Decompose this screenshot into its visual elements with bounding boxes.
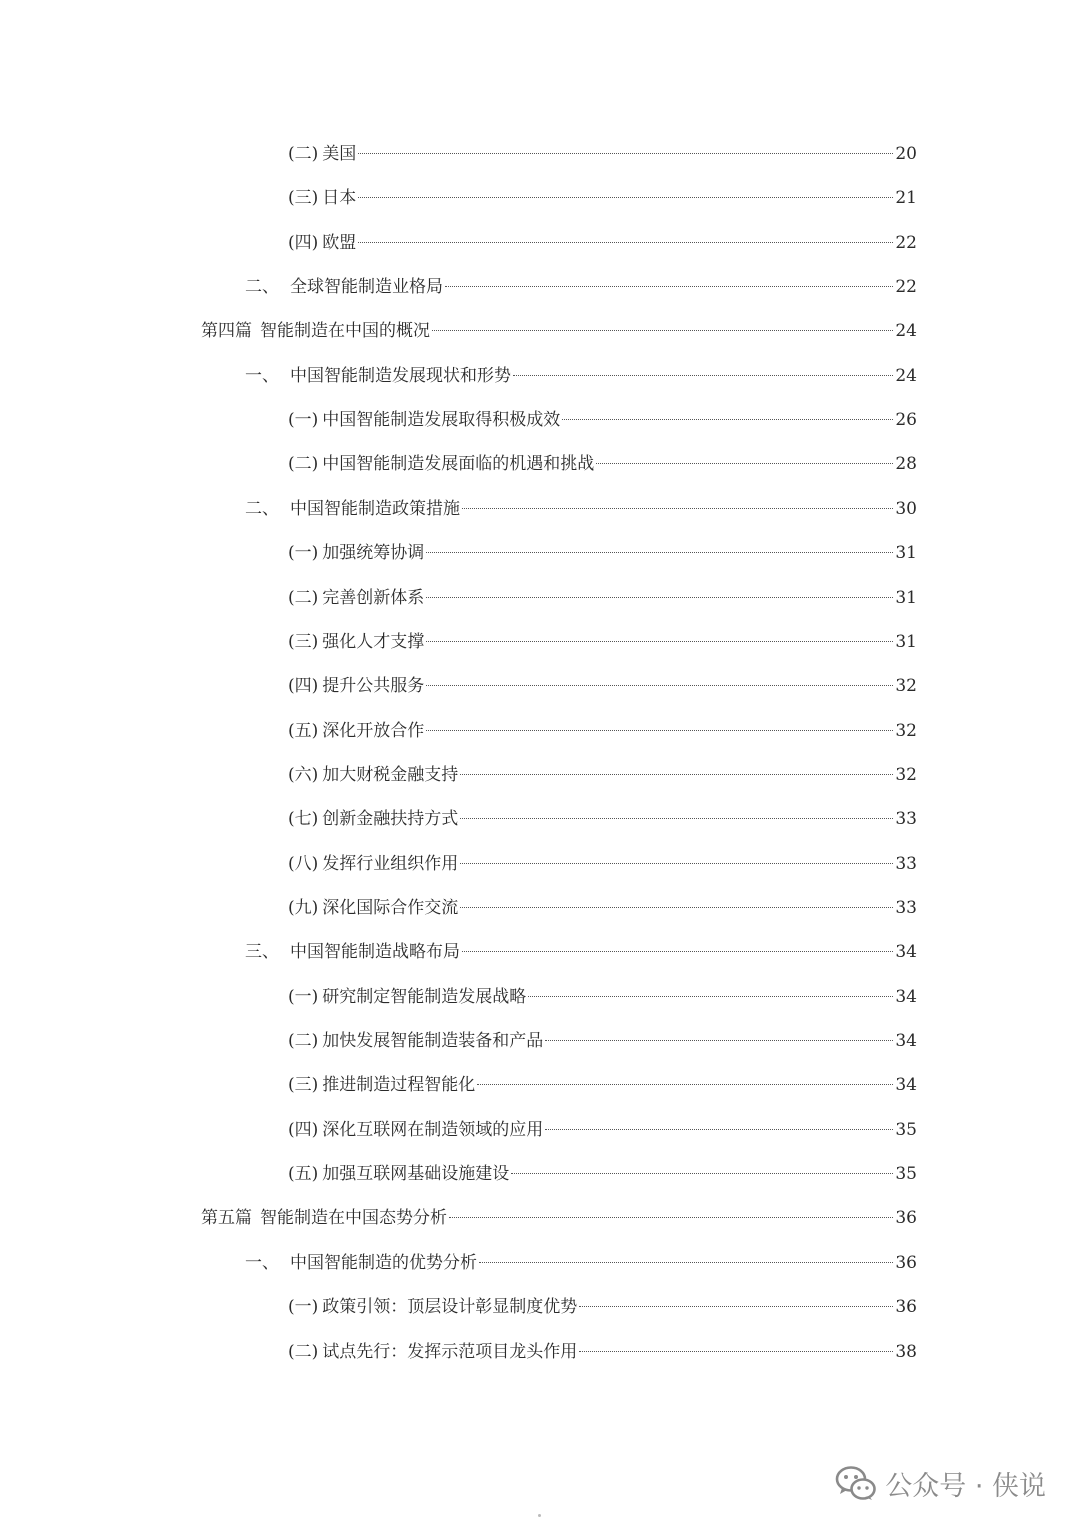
toc-entry-title: 中国智能制造发展取得积极成效 [322,410,561,431]
toc-entry-title: 深化开放合作 [322,720,425,741]
toc-page-number: 34 [895,986,917,1007]
toc-entry-title: 智能制造在中国的概况 [260,321,430,342]
toc-entry[interactable] [288,804,917,834]
toc-entry[interactable] [201,1203,917,1233]
toc-entry-title: 研究制定智能制造发展战略 [322,986,527,1007]
toc-entry-title: 创新金融扶持方式 [322,809,459,830]
toc-page-number: 31 [895,543,917,564]
toc-entry[interactable] [245,1248,917,1278]
toc-entry-title: 中国智能制造发展现状和形势 [290,365,511,386]
toc-entry[interactable] [288,1070,917,1100]
toc-leader-dots [358,197,893,198]
toc-page-number: 28 [895,454,917,475]
toc-leader-dots [426,552,893,553]
toc-entry-title: 提升公共服务 [322,676,425,697]
toc-leader-dots [545,1129,893,1130]
toc-entry-title: 中国智能制造的优势分析 [290,1252,477,1273]
toc-entry-title: 深化互联网在制造领域的应用 [322,1119,544,1140]
toc-entry[interactable] [245,272,917,302]
toc-entry-title: 试点先行：发挥示范项目龙头作用 [322,1341,578,1362]
toc-entry[interactable] [288,449,917,479]
toc-entry[interactable] [288,1337,917,1367]
toc-page-number: 32 [895,676,917,697]
toc-entry[interactable] [288,139,917,169]
toc-page-number: 33 [895,898,917,918]
toc-entry[interactable] [288,583,917,613]
toc-entry-number: 一、 [245,1252,279,1273]
toc-entry-title: 欧盟 [322,232,357,253]
toc-page-number: 31 [895,587,917,608]
toc-entry-title: 智能制造在中国态势分析 [260,1208,447,1229]
toc-entry-title: 中国智能制造战略布局 [290,942,460,963]
toc-leader-dots [579,1306,893,1307]
toc-leader-dots [562,419,893,420]
toc-entry-number: (七) [288,809,319,830]
toc-entry[interactable] [288,982,917,1012]
toc-entry-number: (九) [288,898,319,918]
toc-entry-number: (一) [288,543,319,564]
toc-page-number: 31 [895,631,917,652]
toc-leader-dots [479,1262,893,1263]
toc-entry-number: 三、 [245,942,279,963]
toc-leader-dots [460,863,893,864]
toc-entry-number: (二) [288,587,319,608]
toc-page-number: 36 [895,1208,917,1229]
toc-page-number: 36 [895,1252,917,1273]
toc-entry-number: (二) [288,144,319,164]
toc-entry-number: (六) [288,764,319,785]
toc-page-number: 34 [895,1031,917,1051]
toc-entry-number: (四) [288,232,319,253]
wechat-logo-icon [835,1465,877,1501]
toc-page-number: 22 [895,277,917,298]
toc-page-number: 38 [895,1341,917,1362]
toc-entry-number: (三) [288,1075,319,1096]
toc-leader-dots [545,1040,893,1041]
toc-entry[interactable] [288,405,917,435]
toc-entry-number: 二、 [245,277,279,298]
toc-entry-number: (五) [288,1164,319,1185]
watermark [835,1462,1046,1504]
toc-entry-number: (三) [288,188,319,209]
toc-entry-number: (一) [288,1297,319,1318]
toc-entry-number: 第五篇 [201,1208,252,1229]
toc-leader-dots [460,907,893,908]
toc-entry[interactable] [288,760,917,790]
page-marker-dot [538,1514,541,1517]
toc-entry[interactable] [288,1159,917,1189]
toc-entry[interactable] [288,849,917,879]
toc-leader-dots [426,597,893,598]
toc-entry[interactable] [288,671,917,701]
toc-leader-dots [462,951,893,952]
toc-leader-dots [426,641,893,642]
watermark-text: 公众号 · 侠说 [885,1470,1046,1502]
toc-entry-title: 加强统筹协调 [322,543,425,564]
toc-leader-dots [426,730,893,731]
toc-page-number: 22 [895,232,917,253]
toc-page-number: 20 [895,144,917,164]
toc-entry-title: 加大财税金融支持 [322,764,459,785]
toc-entry-title: 政策引领：顶层设计彰显制度优势 [322,1297,578,1318]
toc-leader-dots [358,153,893,154]
toc-entry-title: 加快发展智能制造装备和产品 [322,1031,544,1051]
toc-entry-number: (五) [288,720,319,741]
toc-entry[interactable] [288,1292,917,1322]
toc-entry[interactable] [288,228,917,258]
toc-entry-number: (二) [288,454,319,475]
toc-entry[interactable] [288,893,917,923]
toc-leader-dots [462,508,893,509]
toc-leader-dots [528,996,893,997]
toc-entry-title: 强化人才支撑 [322,631,425,652]
toc-page-number: 24 [895,321,917,342]
toc-entry-title: 加强互联网基础设施建设 [322,1164,510,1185]
toc-leader-dots [477,1084,893,1085]
toc-entry[interactable] [288,627,917,657]
toc-leader-dots [513,375,893,376]
toc-entry[interactable] [288,1115,917,1145]
toc-page-number: 34 [895,942,917,963]
toc-entry-number: 二、 [245,498,279,519]
toc-page-number: 30 [895,498,917,519]
toc-page-number: 34 [895,1075,917,1096]
toc-page-number: 32 [895,764,917,785]
toc-entry[interactable] [245,937,917,967]
toc-page-number: 36 [895,1297,917,1318]
toc-page-number: 32 [895,720,917,741]
toc-entry-title: 全球智能制造业格局 [290,277,443,298]
toc-entry[interactable] [245,494,917,524]
toc-entry-title: 日本 [322,188,357,209]
toc-leader-dots [445,286,893,287]
toc-entry-number: 一、 [245,365,279,386]
toc-entry-number: 第四篇 [201,321,252,342]
toc-page-number: 35 [895,1164,917,1185]
toc-entry[interactable] [288,538,917,568]
toc-leader-dots [596,463,893,464]
toc-entry[interactable] [245,361,917,391]
toc-entry-title: 中国智能制造政策措施 [290,498,460,519]
toc-entry-title: 推进制造过程智能化 [322,1075,476,1096]
toc-entry-number: (一) [288,410,319,431]
toc-leader-dots [460,818,893,819]
toc-entry-title: 发挥行业组织作用 [322,853,459,874]
toc-entry-number: (八) [288,853,319,874]
toc-leader-dots [449,1217,893,1218]
toc-leader-dots [511,1173,893,1174]
toc-entry[interactable] [288,183,917,213]
toc-entry-number: (四) [288,676,319,697]
toc-entry-title: 深化国际合作交流 [322,898,459,918]
toc-page-number: 26 [895,410,917,431]
toc-leader-dots [432,330,893,331]
toc-entry-title: 美国 [322,144,357,164]
toc-entry-title: 完善创新体系 [322,587,425,608]
toc-page-number: 35 [895,1119,917,1140]
toc-leader-dots [426,685,893,686]
toc-page-number: 33 [895,853,917,874]
toc-leader-dots [358,242,893,243]
toc-page-number: 24 [895,365,917,386]
toc-leader-dots [460,774,893,775]
toc-entry-number: (二) [288,1341,319,1362]
toc-entry-number: (二) [288,1031,319,1051]
toc-entry-title: 中国智能制造发展面临的机遇和挑战 [322,454,595,475]
toc-entry-number: (三) [288,631,319,652]
toc-entry[interactable] [201,316,917,346]
toc-entry-number: (四) [288,1119,319,1140]
toc-entry[interactable] [288,716,917,746]
toc-leader-dots [579,1351,893,1352]
toc-page-number: 33 [895,809,917,830]
toc-entry[interactable] [288,1026,917,1056]
toc-page-number: 21 [895,188,917,209]
toc-entry-number: (一) [288,986,319,1007]
